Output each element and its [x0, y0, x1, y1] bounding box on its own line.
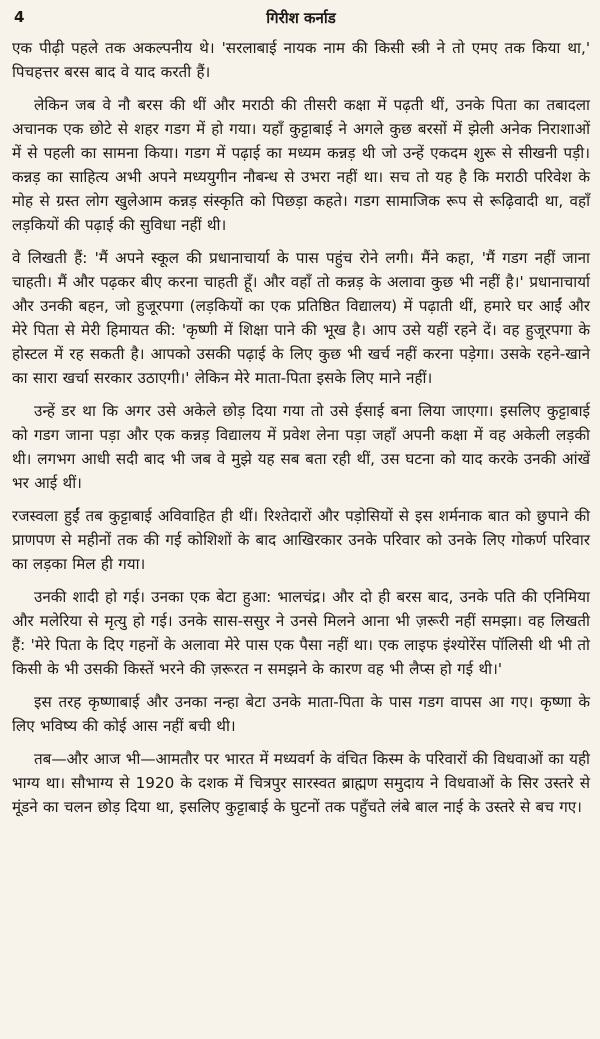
page-number: 4	[14, 8, 25, 26]
paragraph: एक पीढ़ी पहले तक अकल्पनीय थे। 'सरलाबाई नायक नाम की किसी स्त्री ने तो एमए तक किया था,' पिचहत्तर बरस बाद वे याद करती हैं।	[12, 39, 590, 81]
body-text	[12, 36, 590, 819]
paragraph: उन्हें डर था कि अगर उसे अकेले छोड़ दिया गया तो उसे ईसाई बना लिया जाएगा। इसलिए कुट्टाबाई को गडग जाना पड़ा और एक कन्नड़ विद्यालय में प्रवेश लेना पड़ा जहाँ अपनी कक्षा में वह अकेली लड़की थी। लगभग आधी सदी बाद भी जब वे मुझे यह सब बता रही थीं, उस घटना को याद करके उनकी आंखें भर आई थीं।	[12, 402, 590, 492]
paragraph: तब—और आज भी—आमतौर पर भारत में मध्यवर्ग के वंचित किस्म के परिवारों की विधवाओं का यही भाग्य था। सौभाग्य से 1920 के दशक में चित्रपुर सारस्वत ब्राह्मण समुदाय ने विधवाओं के सिर उस्तरे से मूंडने का चलन छोड़ दिया था, इसलिए कुट्टाबाई के घुटनों तक पहुँचते लंबे बाल नाई के उस्तरे से बच गए।	[12, 750, 590, 816]
page-header	[12, 6, 590, 36]
paragraph: इस तरह कृष्णाबाई और उनका नन्हा बेटा उनके माता-पिता के पास गडग वापस आ गए। कृष्णा के लिए भविष्य की कोई आस नहीं बची थी।	[12, 693, 590, 735]
paragraph: उनकी शादी हो गई। उनका एक बेटा हुआ: भालचंद्र। और दो ही बरस बाद, उनके पति की एनिमिया और मलेरिया से मृत्यु हो गई। उनके सास-ससुर ने उनसे मिलने आना भी ज़रूरी नहीं समझा। वह लिखती हैं: 'मेरे पिता के दिए गहनों के अलावा मेरे पास एक पैसा नहीं था। एक लाइफ इंश्योरेंस पॉलिसी थी भी तो किसी के भी उसकी किस्तें भरने की ज़रूरत न समझने के कारण वह भी लैप्स हो गई थी।'	[12, 588, 590, 678]
paragraph: वे लिखती हैं: 'मैं अपने स्कूल की प्रधानाचार्या के पास पहुंच रोने लगी। मैंने कहा, 'मैं गडग नहीं जाना चाहती। मैं और पढ़कर बीए करना चाहती हूँ। और वहाँ तो कन्नड़ के अलावा कुछ भी नहीं है।' प्रधानाचार्या और उनकी बहन, जो हुजूरपगा (लड़कियों का एक प्रतिष्ठित विद्यालय) में पढ़ाती थीं, हमारे घर आईं और मेरे पिता से मेरी हिमायत की: 'कृष्णी में शिक्षा पाने की भूख है। आप उसे यहीं रहने दें। वह हुजूरपगा के होस्टल में रह सकती है। आपको उसकी पढ़ाई के लिए कुछ भी खर्च नहीं करना पड़ेगा। उसके रहने-खाने का सारा खर्चा सरकार उठाएगी।' लेकिन मेरे माता-पिता इसके लिए माने नहीं।	[12, 249, 590, 387]
paragraph: रजस्वला हुईं तब कुट्टाबाई अविवाहित ही थीं। रिश्तेदारों और पड़ोसियों से इस शर्मनाक बात को छुपाने की प्राणपण से महीनों तक की गई कोशिशों के बाद आखिरकार उनके परिवार को उनके लिए गोकर्ण परिवार का लड़का मिल ही गया।	[12, 507, 590, 573]
running-head: गिरीश कर्नाड	[266, 9, 336, 27]
paragraph: लेकिन जब वे नौ बरस की थीं और मराठी की तीसरी कक्षा में पढ़ती थीं, उनके पिता का तबादला अचानक एक छोटे से शहर गडग में हो गया। यहाँ कुट्टाबाई ने अगले कुछ बरसों में झेली अनेक निराशाओं में से पहली का सामना किया। गडग में पढ़ाई का मध्यम कन्नड़ थी जो उन्हें एकदम शुरू से सीखनी पड़ी। कन्नड़ का साहित्य अभी अपने मध्ययुगीन नौबन्ध से उभरा नहीं था। सच तो यह है कि मराठी परिवेश के मोह से ग्रस्त लोग खुलेआम कन्नड़ संस्कृति को पिछड़ा कहते। गडग सामाजिक रूप से रूढ़िवादी था, वहाँ लड़कियों की पढ़ाई की सुविधा नहीं थी।	[12, 96, 590, 234]
